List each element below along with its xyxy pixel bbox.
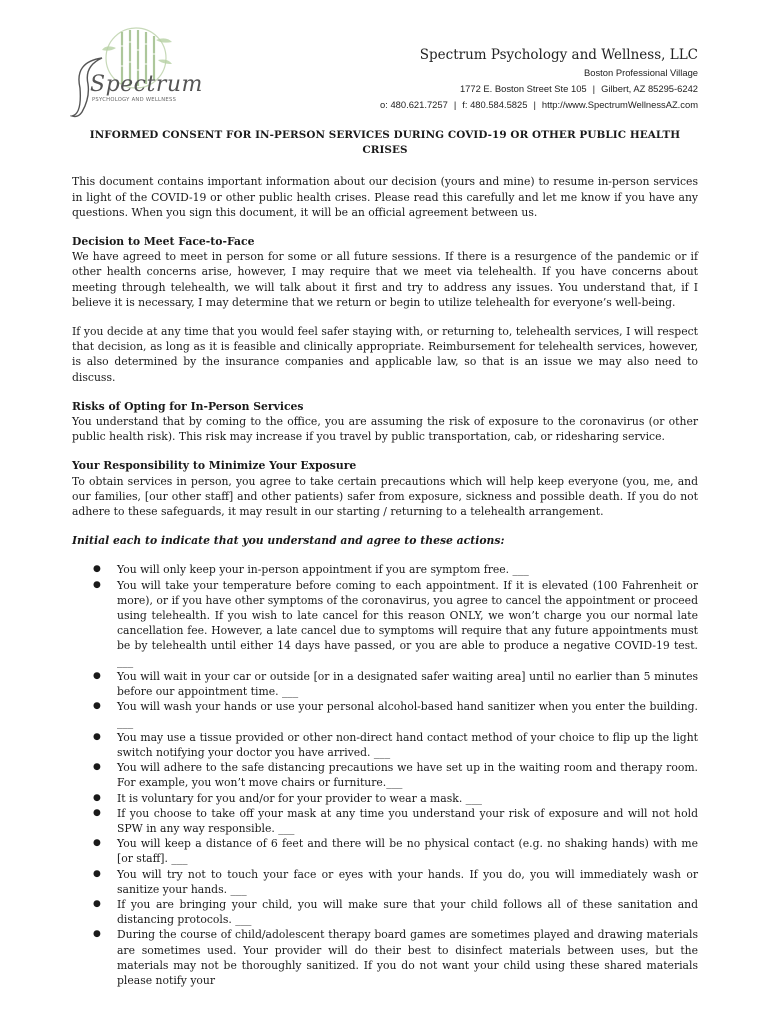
action-text: You will keep a distance of 6 feet and there will be no physical contact (e.g. no shaking hands) with me [or staff]. ___	[117, 837, 698, 866]
action-text: You may use a tissue provided or other non-direct hand contact method of your choice to flip up the light switch notifying your doctor you have arrived. ___	[117, 730, 698, 759]
org-website-link[interactable]: http://www.SpectrumWellnessAZ.com	[541, 99, 698, 110]
list-item	[93, 699, 698, 729]
action-text: If you are bringing your child, you will make sure that your child follows all of these sanitation and distancing protocols. ___	[117, 897, 698, 927]
section-decision	[72, 234, 698, 310]
spectrum-logo	[70, 26, 203, 120]
org-address: 1772 E. Boston Street Ste 105	[459, 83, 587, 94]
org-contact-line: o: 480.621.7257 | f: 480.584.5825 | http://www.SpectrumWellnessAZ.com	[380, 99, 698, 110]
action-list	[72, 562, 698, 988]
list-item	[93, 897, 698, 927]
bullet-icon: ●	[93, 929, 101, 940]
document-title: INFORMED CONSENT FOR IN-PERSON SERVICES DURING COVID-19 OR OTHER PUBLIC HEALTH CRISES	[89, 129, 681, 157]
section-heading: Risks of Opting for In-Person Services	[72, 399, 304, 413]
bullet-icon: ●	[93, 564, 101, 575]
action-text: It is voluntary for you and/or for your provider to wear a mask. ___	[117, 791, 482, 805]
bullet-icon: ●	[93, 807, 101, 818]
bullet-icon: ●	[93, 838, 101, 849]
section-risks	[72, 399, 698, 445]
section-heading: Your Responsibility to Minimize Your Exposure	[72, 459, 357, 473]
action-text: You will wash your hands or use your personal alcohol-based hand sanitizer when you enter the building. ___	[117, 700, 698, 729]
list-item	[93, 806, 698, 836]
logo-caption: PSYCHOLOGY AND WELLNESS	[92, 97, 177, 103]
action-text: During the course of child/adolescent therapy board games are sometimes played and drawing materials are sometimes used. Your provider will do their best to disinfect materials between uses, but the materials may not be thoroughly sanitized. If you do not want your child using these shared materials please notify your	[117, 928, 698, 987]
action-text: If you choose to take off your mask at any time you understand your risk of exposure and will not hold SPW in any way responsible. ___	[117, 806, 698, 835]
bullet-icon: ●	[93, 898, 101, 909]
action-text: You will take your temperature before coming to each appointment. If it is elevated (100 Fahrenheit or more), or if you have other symptoms of the coronavirus, you agree to cancel the appointment or proceed using telehealth. If you wish to late cancel for this reason ONLY, we won’t charge you our normal late cancellation fee. However, a late cancel due to symptoms will require that any future appointments must be by telehealth until either 14 days have passed, or you are able to produce a negative COVID-19 test. ___	[117, 578, 698, 668]
org-city: Gilbert, AZ 85295-6242	[601, 83, 698, 94]
bullet-icon: ●	[93, 792, 101, 803]
bullet-icon: ●	[93, 701, 101, 712]
section-paragraph: We have agreed to meet in person for some or all future sessions. If there is a resurgence of the pandemic or if other health concerns arise, however, I may require that we meet via telehealth. If you have concerns about meeting through telehealth, we will talk about it first and try to address any issues. You understand that, if I believe it is necessary, I may determine that we return or begin to utilize telehealth for everyone’s well-being.	[72, 250, 698, 309]
list-item	[93, 562, 698, 577]
intro-paragraph: This document contains important information about our decision (yours and mine) to resume in-person services in light of the COVID-19 or other public health crises. Please read this carefully and let me know if you have any questions. When you sign this document, it will be an official agreement between us.	[72, 175, 698, 219]
list-item	[93, 867, 698, 897]
document-body	[72, 128, 698, 988]
bullet-icon: ●	[93, 731, 101, 742]
section-paragraph: If you decide at any time that you would feel safer staying with, or returning to, telehealth services, I will respect that decision, as long as it is feasible and clinically appropriate. Reimbursement for telehealth services, however, is also determined by the insurance companies and applicable law, so that is an issue we may also need to discuss.	[72, 325, 698, 384]
bullet-icon: ●	[93, 670, 101, 681]
action-text: You will only keep your in-person appointment if you are symptom free. ___	[117, 563, 529, 577]
section-heading: Decision to Meet Face-to-Face	[72, 235, 255, 249]
list-item	[93, 669, 698, 699]
action-text: You will wait in your car or outside [or in a designated safer waiting area] until no earlier than 5 minutes before our appointment time. ___	[117, 669, 698, 699]
bullet-icon: ●	[93, 868, 101, 879]
list-item	[93, 730, 698, 760]
logo-text: Spectrum	[90, 72, 203, 97]
org-address-line: 1772 E. Boston Street Ste 105 | Gilbert, AZ 85295-6242	[459, 83, 698, 94]
list-item	[93, 578, 698, 669]
org-phone: o: 480.621.7257	[380, 99, 448, 110]
list-item	[93, 836, 698, 866]
org-subtitle: Boston Professional Village	[584, 67, 698, 78]
list-item	[93, 760, 698, 790]
bullet-icon: ●	[93, 762, 101, 773]
action-text: You will adhere to the safe distancing precautions we have set up in the waiting room and therapy room. For example, you won’t move chairs or furniture.___	[117, 761, 698, 790]
org-fax: f: 480.584.5825	[462, 99, 528, 110]
initial-instruction: Initial each to indicate that you understand and agree to these actions:	[72, 534, 505, 548]
organization-info	[380, 46, 698, 112]
section-responsibility	[72, 458, 698, 519]
org-name: Spectrum Psychology and Wellness, LLC	[419, 47, 698, 63]
action-text: You will try not to touch your face or eyes with your hands. If you do, you will immediately wash or sanitize your hands. ___	[117, 867, 698, 896]
bullet-icon: ●	[93, 579, 101, 590]
list-item	[93, 927, 698, 988]
section-paragraph: You understand that by coming to the office, you are assuming the risk of exposure to the coronavirus (or other public health risk). This risk may increase if you travel by public transportation, cab, or ridesharing service.	[72, 415, 698, 444]
section-paragraph: To obtain services in person, you agree to take certain precautions which will help keep everyone (you, me, and our families, [our other staff] and other patients) safer from exposure, sickness and possible death. If you do not adhere to these safeguards, it may result in our starting / returning to a telehealth arrangement.	[72, 474, 698, 519]
list-item	[93, 791, 698, 806]
